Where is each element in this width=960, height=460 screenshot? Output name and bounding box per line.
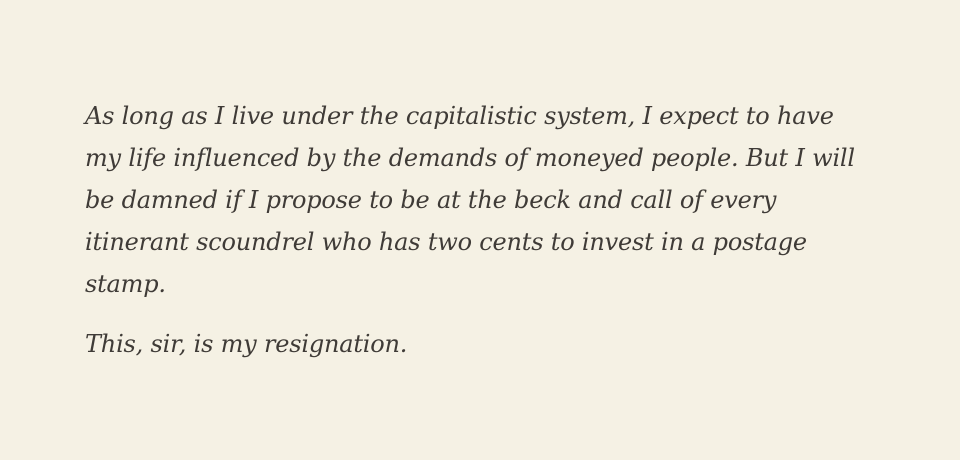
paragraph-line: This, sir, is my resignation. — [85, 330, 408, 358]
paragraph-line: be damned if I propose to be at the beck and call of every — [85, 186, 777, 214]
paragraph-line: stamp. — [85, 270, 166, 298]
paragraph-line: my life influenced by the demands of moneyed people. But I will — [85, 144, 855, 172]
paragraph-line: As long as I live under the capitalistic system, I expect to have — [85, 102, 834, 130]
resignation-letter — [85, 95, 885, 365]
letter-paragraph-1 — [85, 95, 885, 305]
letter-paragraph-2 — [85, 323, 885, 365]
paragraph-line: itinerant scoundrel who has two cents to invest in a postage — [85, 228, 807, 256]
